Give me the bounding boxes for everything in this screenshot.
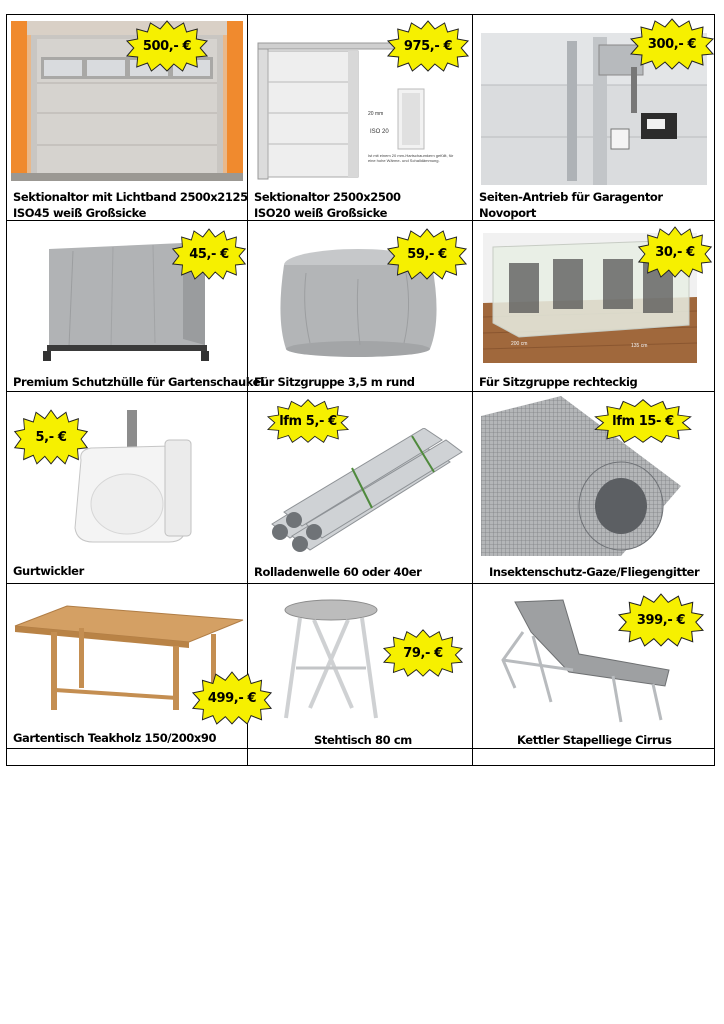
- product-name: Insektenschutz-Gaze/Fliegengitter: [489, 565, 700, 579]
- price-badge: 300,- €: [629, 17, 715, 71]
- product-cell-rect-cover: [473, 221, 715, 392]
- price-badge: 5,- €: [13, 408, 89, 466]
- product-name: Rolladenwelle 60 oder 40er: [254, 565, 422, 579]
- price-badge: 45,- €: [171, 227, 247, 281]
- price-badge: 499,- €: [191, 670, 273, 726]
- empty-cell: [473, 749, 715, 766]
- product-name: Stehtisch 80 cm: [314, 733, 412, 747]
- product-name: Gartentisch Teakholz 150/200x90: [13, 731, 217, 745]
- product-cell-belt-winder: [7, 392, 248, 584]
- price-badge: 500,- €: [125, 19, 209, 73]
- product-cell-sectional-door: [248, 15, 473, 221]
- product-cell-shutter-shaft: [248, 392, 473, 584]
- price-badge: 399,- €: [617, 592, 705, 648]
- price-badge: 975,- €: [386, 19, 470, 73]
- empty-cell: [248, 749, 473, 766]
- product-name: Kettler Stapelliege Cirrus: [517, 733, 672, 747]
- dimension-label: 135 cm: [631, 343, 648, 349]
- product-name: Sektionaltor 2500x2500 ISO20 weiß Großsicke: [254, 190, 401, 220]
- empty-cell: [7, 749, 248, 766]
- price-badge: lfm 15- €: [593, 398, 693, 444]
- product-cell-sun-lounger: [473, 584, 715, 749]
- product-name: Für Sitzgruppe 3,5 m rund: [254, 375, 415, 389]
- bistro-table-image: [276, 598, 386, 722]
- product-cell-teak-table: [7, 584, 257, 749]
- product-name: Premium Schutzhülle für Gartenschaukel: [13, 375, 264, 389]
- door-spec-size: 20 mm: [368, 111, 384, 117]
- product-name: Seiten-Antrieb für Garagentor Novoport: [479, 190, 663, 220]
- price-badge: 59,- €: [386, 227, 468, 281]
- product-cell-insect-mesh: [473, 392, 715, 584]
- price-badge: 79,- €: [382, 628, 464, 678]
- product-cell-round-cover: [248, 221, 473, 392]
- door-spec-iso: ISO 20: [370, 129, 389, 135]
- product-cell-swing-cover: [7, 221, 264, 392]
- door-spec-note: Ist mit einem 20 mm-Hartschaumkern gefüllt, für eine hohe Wärme- und Schalldämmung.: [368, 153, 454, 163]
- price-badge: lfm 5,- €: [266, 398, 350, 444]
- product-name: Für Sitzgruppe rechteckig: [479, 375, 638, 389]
- product-name: Gurtwickler: [13, 564, 84, 578]
- product-cell-bistro-table: [248, 584, 473, 749]
- dimension-label: 200 cm: [511, 341, 528, 347]
- price-badge: 30,- €: [637, 225, 713, 279]
- product-cell-side-drive: [473, 15, 715, 221]
- product-cell-sectional-door-window: [7, 15, 248, 221]
- product-name: Sektionaltor mit Lichtband 2500x2125 ISO45 weiß Großsicke: [13, 190, 248, 220]
- shutter-shaft-image: [262, 428, 464, 560]
- product-grid: [6, 14, 715, 766]
